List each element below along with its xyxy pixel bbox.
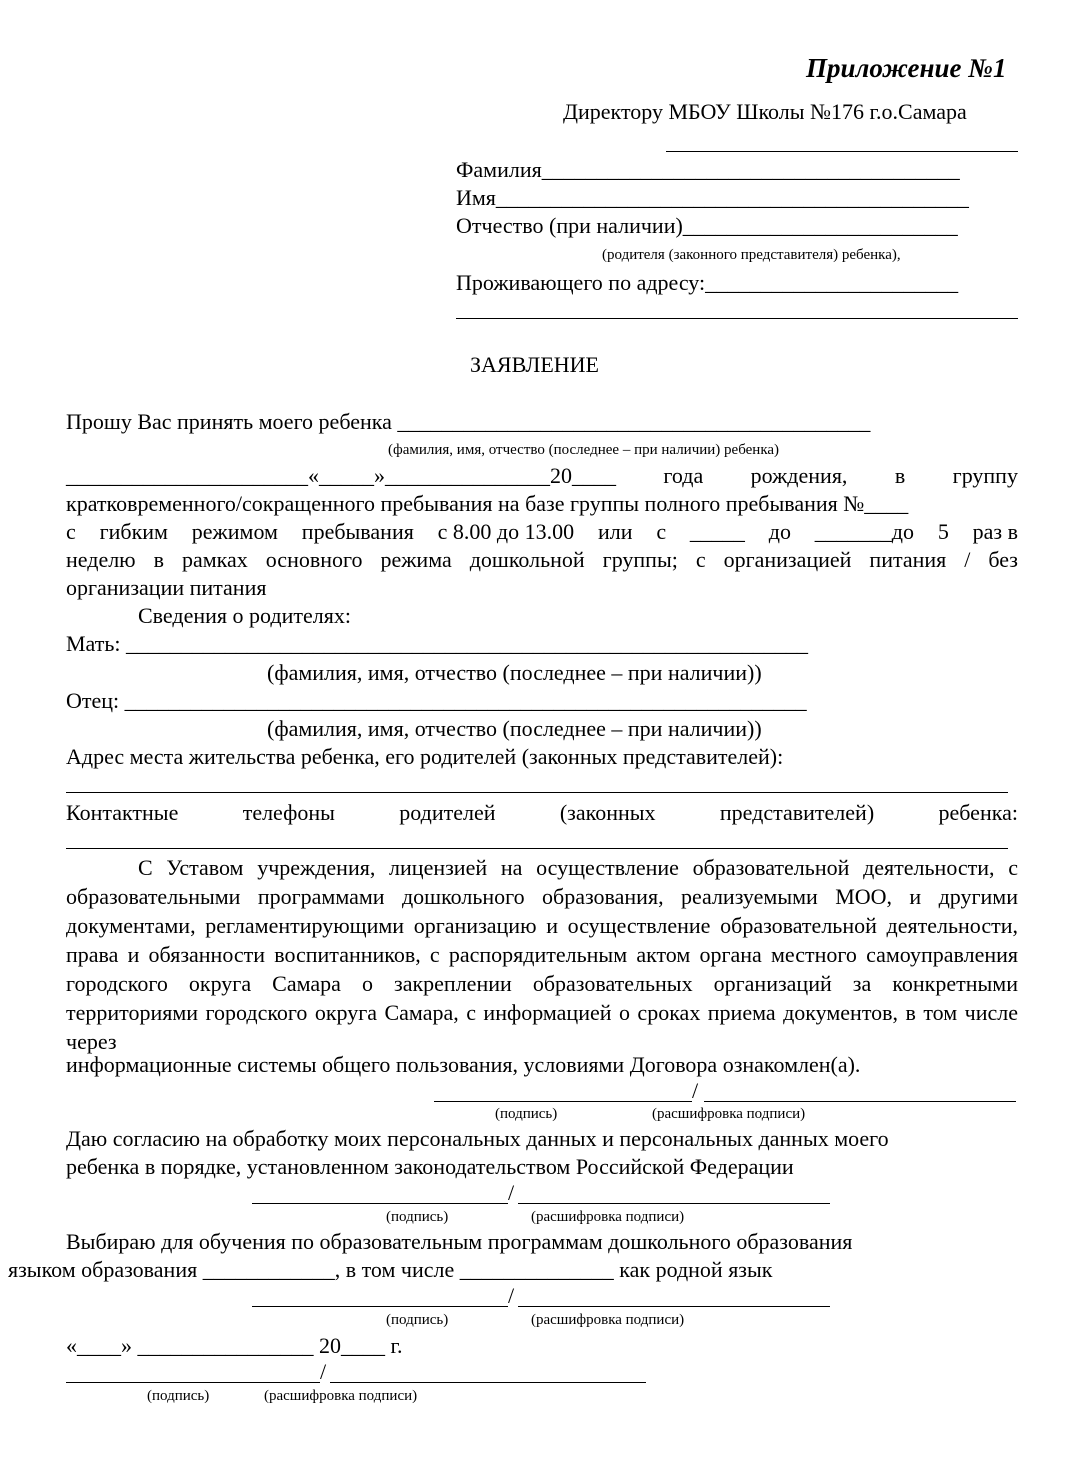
residence-label: Адрес места жительства ребенка, его родителей (законных представителей): — [66, 744, 784, 769]
name-field[interactable]: Имя___________________________________________ — [456, 185, 969, 210]
phones-word: родителей — [399, 800, 496, 825]
mode-word: пребывания — [301, 519, 414, 544]
mode-word: 5 — [937, 519, 949, 544]
signature-1-hint: (подпись) — [495, 1106, 558, 1122]
birth-date-blank[interactable]: ______________________«_____»_______________20____ — [66, 463, 616, 488]
request-line[interactable]: Прошу Вас принять моего ребенка ___________________________________________ — [66, 409, 871, 434]
date-line[interactable]: «____» ________________ 20____ г. — [66, 1333, 403, 1358]
father-fio-hint: (фамилия, имя, отчество (последнее – при наличии)) — [267, 716, 762, 741]
signature-3-line[interactable] — [252, 1306, 508, 1307]
group-line[interactable]: кратковременного/сокращенного пребывания на базе группы полного пребывания №____ — [66, 491, 909, 516]
signature-4-line[interactable] — [66, 1382, 320, 1383]
signature-1-line[interactable] — [434, 1101, 692, 1102]
addressee: Директору МБОУ Школы №176 г.о.Самара — [563, 99, 967, 124]
phones-line-blank[interactable] — [66, 848, 1008, 849]
appendix-title: Приложение №1 — [806, 53, 1007, 83]
mode-line[interactable] — [66, 519, 1018, 545]
decode-2-hint: (расшифровка подписи) — [531, 1209, 685, 1225]
birth-line[interactable] — [66, 463, 1018, 489]
mode-word: режимом — [191, 519, 278, 544]
signature-4-slash: / — [320, 1359, 327, 1384]
phones-word: представителей) — [719, 800, 875, 825]
decode-1-hint: (расшифровка подписи) — [652, 1106, 806, 1122]
mode-word: с 8.00 до 13.00 — [437, 519, 575, 544]
mode-word: до — [768, 519, 791, 544]
phones-word: ребенка: — [938, 800, 1018, 825]
mode-word: с — [656, 519, 667, 544]
address-field[interactable]: Проживающего по адресу:_______________________ — [456, 270, 959, 295]
consent-line-1: Даю согласию на обработку моих персональных данных и персональных данных моего — [66, 1126, 889, 1151]
decode-4-hint: (расшифровка подписи) — [264, 1388, 418, 1404]
signature-1-slash: / — [692, 1078, 699, 1103]
form-title: ЗАЯВЛЕНИЕ — [470, 352, 599, 377]
mother-field[interactable]: Мать: ______________________________________________________________ — [66, 631, 809, 656]
signature-2-hint: (подпись) — [386, 1209, 449, 1225]
decode-1-line[interactable] — [704, 1101, 1016, 1102]
father-field[interactable]: Отец: ______________________________________________________________ — [66, 688, 807, 713]
birth-word-4: группу — [952, 463, 1018, 488]
food-line: организации питания — [66, 575, 267, 600]
mode-word: или — [597, 519, 633, 544]
phones-word: Контактные — [66, 800, 179, 825]
decode-4-line[interactable] — [330, 1382, 646, 1383]
signature-3-slash: / — [508, 1283, 515, 1308]
mode-to-blank[interactable]: _______до — [814, 519, 914, 544]
language-line-2[interactable]: языком образования ____________, в том числе ______________ как родной язык — [8, 1257, 773, 1282]
child-hint: (фамилия, имя, отчество (последнее – при наличии) ребенка) — [388, 442, 780, 458]
parents-heading: Сведения о родителях: — [138, 603, 351, 628]
phones-line — [66, 800, 1018, 826]
decode-3-line[interactable] — [518, 1306, 830, 1307]
mode-word: раз в — [972, 519, 1018, 544]
signature-4-hint: (подпись) — [147, 1388, 210, 1404]
signature-2-slash: / — [508, 1180, 515, 1205]
decode-3-hint: (расшифровка подписи) — [531, 1312, 685, 1328]
mother-fio-hint: (фамилия, имя, отчество (последнее – при наличии)) — [267, 660, 762, 685]
phones-word: (законных — [559, 800, 656, 825]
patronymic-field[interactable]: Отчество (при наличии)_________________________ — [456, 213, 958, 238]
phones-word: телефоны — [242, 800, 335, 825]
residence-line[interactable] — [66, 792, 1008, 793]
birth-word-3: в — [894, 463, 906, 488]
acquaint-last-line: информационные системы общего пользования, условиями Договора ознакомлен(а). — [66, 1052, 861, 1077]
language-line-1: Выбираю для обучения по образовательным программам дошкольного образования — [66, 1229, 853, 1254]
parent-hint: (родителя (законного представителя) ребенка), — [602, 247, 901, 263]
mode-word: с — [66, 519, 76, 544]
decode-2-line[interactable] — [518, 1203, 830, 1204]
mode-from-blank[interactable]: _____ — [689, 519, 745, 544]
addressee-blank-line[interactable] — [666, 151, 1018, 152]
address-continuation-line[interactable] — [456, 318, 1018, 319]
signature-3-hint: (подпись) — [386, 1312, 449, 1328]
acquaint-paragraph: С Уставом учреждения, лицензией на осуществление образовательной деятельности, с образовательными программами дошкольного образования, реализуемыми МОО, и другими документами, регламентирующими организацию и осуществление образовательной деятельности, права и обязанности воспитанников, с распорядительным актом органа местного самоуправления городского округа Самара о закреплении образовательных организаций за конкретными территориями городского округа Самара, с информацией о сроках приема документов, в том числе через — [66, 855, 1018, 1054]
mode-word: гибким — [99, 519, 168, 544]
birth-word-1: года — [663, 463, 704, 488]
signature-2-line[interactable] — [252, 1203, 508, 1204]
week-line: неделю в рамках основного режима дошкольной группы; с организацией питания / без — [66, 547, 1018, 572]
surname-field[interactable]: Фамилия______________________________________ — [456, 157, 960, 182]
consent-line-2: ребенка в порядке, установленном законодательством Российской Федерации — [66, 1154, 794, 1179]
birth-word-2: рождения, — [750, 463, 848, 488]
